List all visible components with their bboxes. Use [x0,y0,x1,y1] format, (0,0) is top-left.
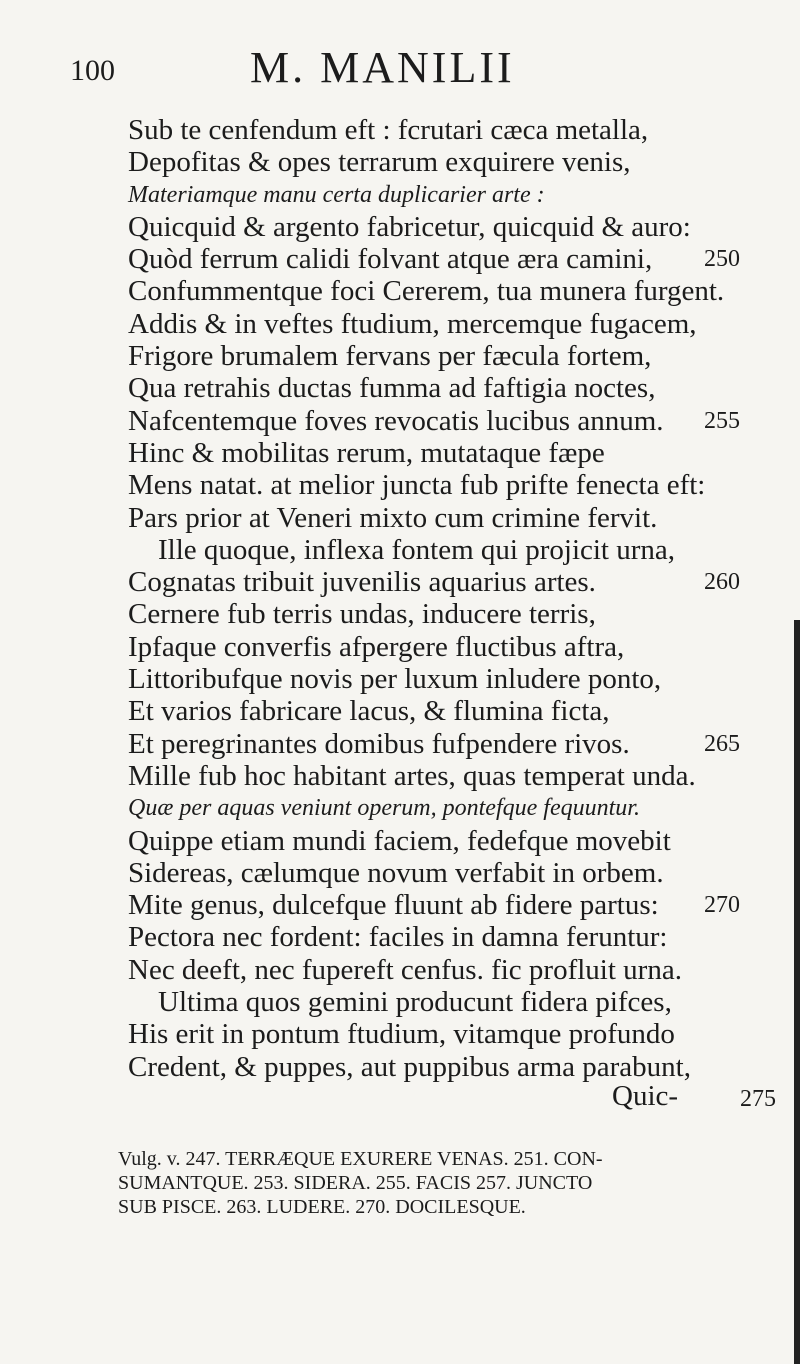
verse-text: Cernere fub terris undas, inducere terris, [128,598,596,631]
verse-line [128,308,768,340]
catchword: Quic- [612,1080,679,1112]
verse-line [128,663,768,695]
verse-line [128,566,768,598]
verse-line [128,598,768,630]
verse-line [128,1018,768,1050]
line-number: 260 [704,569,740,596]
verse-text: Mille fub hoc habitant artes, quas temperat unda. [128,759,696,792]
verse-text: Materiamque manu certa duplicarier arte : [128,181,545,208]
verse-line [128,889,768,921]
verse-text: Pectora nec fordent: faciles in damna feruntur: [128,921,668,954]
variant-note-line: Vulg. v. 247. TERRÆQUE EXURERE VENAS. 251. CON- [118,1148,603,1170]
verse-line [128,695,768,727]
verse-line [128,340,768,372]
verse-block [128,114,776,1115]
verse-line [128,631,768,663]
verse-text: Addis & in veftes ftudium, mercemque fugacem, [128,307,697,340]
running-head: M. MANILII [250,43,515,92]
verse-line [128,825,768,857]
verse-text: Pars prior at Veneri mixto cum crimine fervit. [128,501,658,534]
page-number: 100 [70,54,115,87]
verse-line [128,954,768,986]
verse-text: Mens natat. at melior juncta fub prifte fenecta eft: [128,469,706,502]
verse-text: Sidereas, cælumque novum verfabit in orbem. [128,856,664,889]
verse-line [128,534,768,566]
verse-text: Nec deeft, nec fupereft cenfus. fic profluit urna. [128,953,682,986]
verse-text: Confummentque foci Cererem, tua munera furgent. [128,275,725,308]
verse-text: Quicquid & argento fabricetur, quicquid & auro: [128,210,691,243]
page-edge-shadow [794,620,800,1364]
line-number: 275 [740,1085,776,1112]
verse-line [128,211,768,243]
variant-note-line: SUMANTQUE. 253. SIDERA. 255. FACIS 257. JUNCTO [118,1172,593,1194]
verse-line [128,114,768,146]
verse-line [128,986,768,1018]
verse-text: Ipfaque converfis afpergere fluctibus aftra, [128,630,625,663]
verse-line [128,921,768,953]
verse-line [128,372,768,404]
verse-line [128,760,768,792]
verse-line [128,146,768,178]
variant-notes [118,1147,778,1219]
verse-text: Et peregrinantes domibus fufpendere rivos. [128,727,630,760]
verse-text: Quòd ferrum calidi folvant atque æra camini, [128,243,653,276]
line-number: 255 [704,407,740,434]
verse-line [128,469,768,501]
verse-text: Hinc & mobilitas rerum, mutataque fæpe [128,436,605,469]
verse-text: Sub te cenfendum eft : fcrutari cæca metalla, [128,114,649,146]
verse-line [128,275,768,307]
line-number: 265 [704,730,740,757]
verse-text: Credent, & puppes, aut puppibus arma parabunt, [128,1050,691,1083]
verse-line [128,728,768,760]
verse-text: Et varios fabricare lacus, & flumina ficta, [128,695,610,728]
verse-text: Mite genus, dulcefque fluunt ab fidere partus: [128,889,659,922]
verse-text: His erit in pontum ftudium, vitamque profundo [128,1018,675,1051]
verse-line [128,857,768,889]
line-number: 250 [704,246,740,273]
verse-text: Nafcentemque foves revocatis lucibus annum. [128,404,664,437]
verse-text: Qua retrahis ductas fumma ad faftigia noctes, [128,372,656,405]
page-header [0,40,800,100]
verse-line [128,405,768,437]
verse-text: Ille quoque, inflexa fontem qui projicit urna, [158,533,676,566]
verse-text: Frigore brumalem fervans per fæcula fortem, [128,340,652,373]
verse-text: Quæ per aquas veniunt operum, pontefque fequuntur. [128,795,640,822]
verse-line [128,1051,768,1083]
variant-note-line: SUB PISCE. 263. LUDERE. 270. DOCILESQUE. [118,1196,526,1218]
line-number: 270 [704,892,740,919]
verse-text: Depofitas & opes terrarum exquirere venis, [128,146,631,179]
verse-text: Ultima quos gemini producunt fidera pifces, [158,986,672,1019]
verse-text: Cognatas tribuit juvenilis aquarius artes. [128,566,596,599]
verse-text: Littoribufque novis per luxum inludere ponto, [128,663,662,696]
verse-text: Quippe etiam mundi faciem, fedefque movebit [128,824,671,857]
verse-line [128,243,768,275]
verse-line [128,502,768,534]
verse-line [128,437,768,469]
verse-line [128,792,768,824]
verse-line [128,179,768,211]
